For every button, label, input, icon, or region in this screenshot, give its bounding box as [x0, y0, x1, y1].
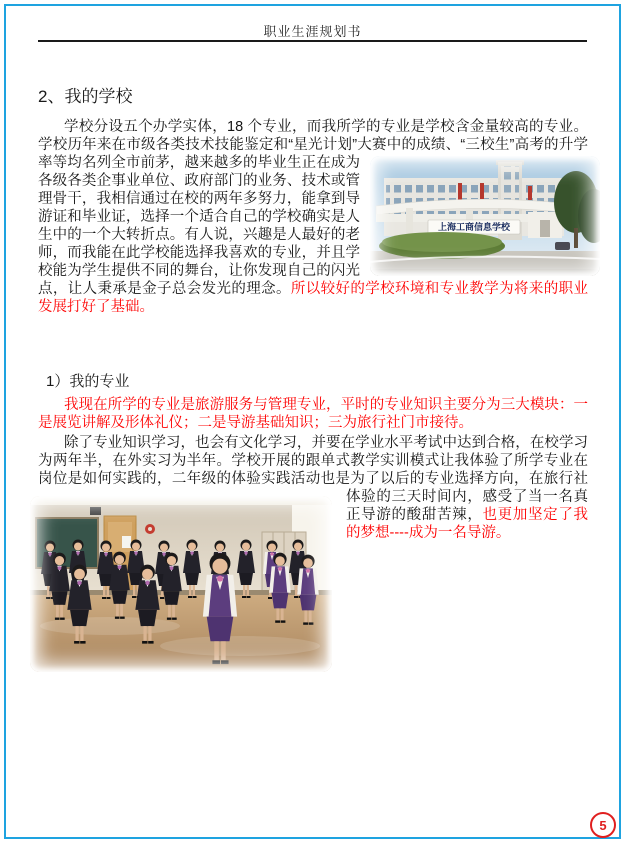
major-paragraph-part1: 除了专业知识学习，也会有文化学习，并要在学业水平考试中达到合格，在校学习为两年半，在外实习为半年。学校开展的跟单式教学实训模式让我体验了所学专业在岗位是如何实践的，二年级的体验实践活动也是为了以后的专业选择方向，在旅行社体验的三天: [38, 435, 588, 505]
section-heading-school: 2、我的学校: [38, 87, 133, 106]
major-detail-paragraph: [38, 434, 588, 542]
students-training-photo: [30, 496, 332, 672]
page-number: 5: [599, 817, 607, 833]
school-paragraph: [38, 118, 588, 316]
school-paragraph-part2: 等均名列全市前茅，越来越多的毕业生正在成为各级各类企事业单位、政府部门的业务、技术或管理骨干，我相信通过在校的两年多努力，能拿到导游证和毕业证，选择一个适合自己的学校确实是人生中的一个大转折点。有人说，兴趣是人最好的老师，而我能在此学校能选择我喜欢的专业，并且学校能为学生提供不同的舞台，让你发现自己的闪光点，让人秉承是金子总会发光的理念。: [38, 155, 361, 297]
major-intro-paragraph: 我现在所学的专业是旅游服务与管理专业，平时的专业知识主要分为三大模块：一是展览讲解及形体礼仪；二是导游基础知识；三为旅行社门市接待。: [38, 397, 588, 431]
school-photo-illustration: [370, 156, 600, 276]
header-divider: [38, 40, 587, 42]
school-paragraph-red: 所以较好的学校环境和专业教学为将来的职业发展打好了基础。: [38, 281, 588, 315]
school-sign-text: 上海工商信息学校: [437, 222, 511, 232]
school-paragraph-part1: 学校分设五个办学实体，18 个专业，而我所学的专业是学校含金量较高的专业。学校历年来在市级各类技术技能鉴定和“星光计划”大赛中的成绩、“三校生”高考的升学率: [38, 119, 588, 171]
major-paragraph-part2: 时间内，感受了当一名真正导游的酸甜苦辣，: [346, 489, 589, 523]
school-campus-photo: [370, 156, 600, 276]
page-content: [38, 82, 588, 672]
page-number-badge: [590, 812, 616, 838]
major-paragraph-red: 也更加坚定了我的梦想----成为一名导游。: [346, 507, 588, 541]
section-heading-major: 1）我的专业: [46, 373, 130, 390]
students-photo-illustration: [30, 496, 332, 672]
school-photo-frame: [370, 156, 600, 276]
page-header-title: 职业生涯规划书: [263, 24, 362, 39]
students-photo-frame: [30, 496, 332, 672]
